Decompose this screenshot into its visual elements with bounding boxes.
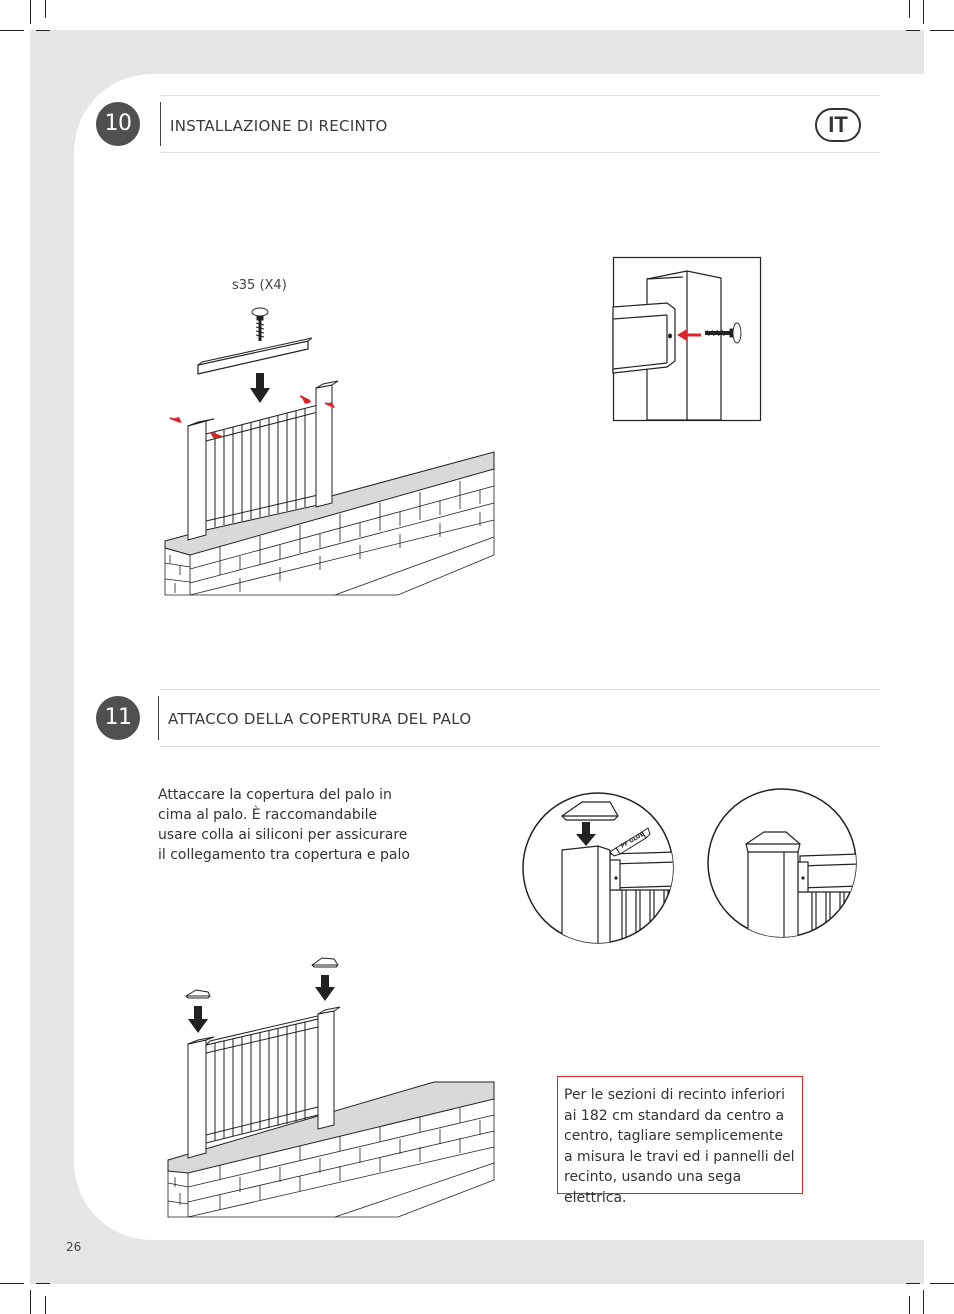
crop-mark [930, 1283, 954, 1284]
crop-mark [906, 1283, 920, 1284]
crop-mark [36, 1283, 50, 1284]
screw-quantity-label: s35 (X4) [232, 278, 287, 293]
down-arrow-icon [250, 373, 270, 403]
screw-hole [614, 876, 617, 879]
crop-mark [0, 1283, 24, 1284]
post [748, 846, 798, 940]
crop-mark [923, 0, 924, 24]
fence-post-right [316, 381, 338, 507]
down-arrow-icon [188, 1006, 208, 1033]
language-badge: IT [815, 108, 861, 142]
fence-installation-illustration [160, 295, 500, 600]
step-11-title: ATTACCO DELLA COPERTURA DEL PALO [168, 710, 472, 728]
crop-mark [930, 30, 954, 31]
step-11-badge: 11 [96, 696, 140, 740]
post-cap-installation-illustration [160, 955, 500, 1220]
crop-mark [30, 0, 31, 24]
post-cap-installed-detail [706, 788, 860, 940]
crop-mark [909, 1296, 910, 1314]
top-rail [198, 341, 308, 374]
crop-mark [906, 30, 920, 31]
header-rule-bottom [160, 152, 880, 153]
header-rule-top [160, 689, 880, 690]
step-10-title: INSTALLAZIONE DI RECINTO [170, 117, 388, 135]
header-rule-bottom [160, 746, 880, 747]
crop-mark [923, 1290, 924, 1314]
post [562, 846, 610, 944]
screw-hole [668, 334, 672, 339]
crop-mark [45, 1296, 46, 1314]
cutting-note-box: Per le sezioni di recinto inferiori ai 182 cm standard da centro a centro, tagliare semplicemente a misura le travi ed i pannelli del recinto, usando una sega elettrica. [557, 1076, 803, 1194]
step-10-separator [160, 102, 161, 146]
post-cap-instruction: Attaccare la copertura del palo in cima al palo. È raccomandabile usare colla ai siliconi per assicurare il collegamento tra copertura e palo [158, 787, 410, 863]
screw-detail-illustration [613, 257, 761, 421]
crop-mark [36, 30, 50, 31]
detail-rail [613, 303, 675, 373]
crop-mark [45, 0, 46, 18]
crop-mark [30, 1290, 31, 1314]
down-arrow-icon [315, 975, 335, 1001]
page-number: 26 [66, 1240, 82, 1254]
crop-mark [909, 0, 910, 18]
post-cap-icon [186, 990, 210, 998]
screw-hole [801, 876, 804, 879]
rail-bracket [610, 860, 620, 890]
glue-label: PF GLUE [620, 831, 646, 850]
step-11-separator [158, 696, 159, 740]
screw-icon [252, 308, 268, 341]
step-10-badge: 10 [96, 102, 140, 146]
crop-mark [0, 30, 24, 31]
post-cap-gluing-detail [522, 792, 676, 944]
header-rule-top [160, 95, 880, 96]
post-cap-icon [312, 958, 338, 967]
